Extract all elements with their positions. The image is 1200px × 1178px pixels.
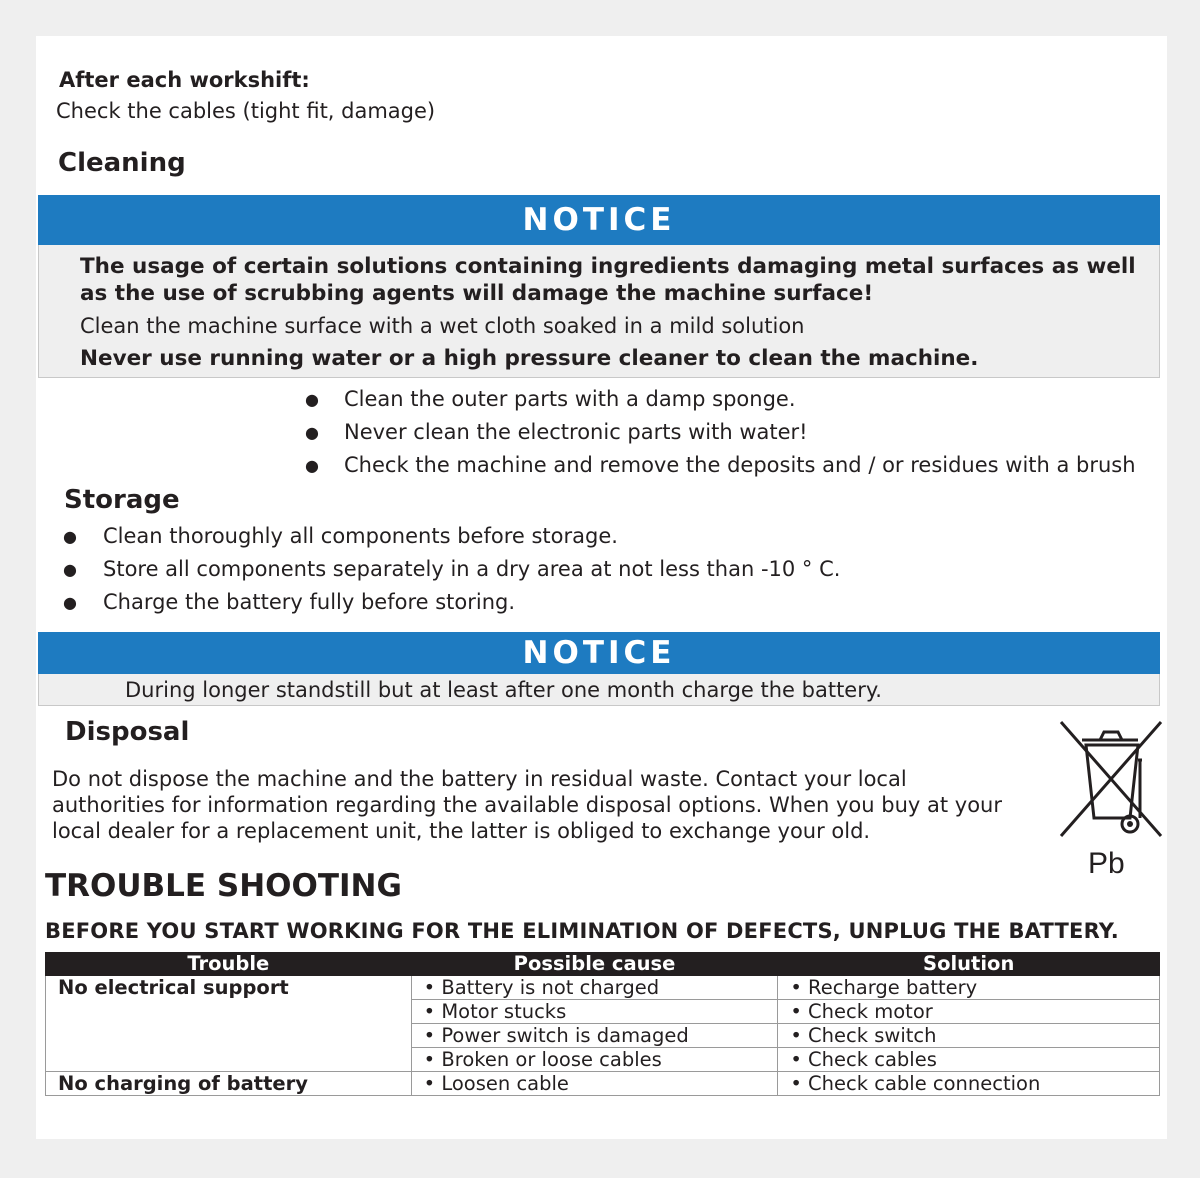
cause-cell: • Broken or loose cables	[411, 1048, 778, 1072]
table-header-row	[46, 953, 1160, 976]
solution-cell: • Check cables	[778, 1048, 1160, 1072]
cause-cell: • Battery is not charged	[411, 976, 778, 1000]
storage-notice-text: During longer standstill but at least after one month charge the battery.	[125, 678, 882, 702]
solution-cell: • Check cable connection	[778, 1072, 1160, 1096]
solution-cell: • Check switch	[778, 1024, 1160, 1048]
cleaning-heading: Cleaning	[58, 148, 186, 178]
bullet-dot-icon: ●	[63, 593, 77, 612]
bullet-dot-icon: ●	[305, 456, 319, 475]
bullet-dot-icon: ●	[63, 560, 77, 579]
storage-heading: Storage	[64, 485, 180, 515]
weee-disposal-symbol	[1058, 718, 1164, 884]
cleaning-bullet-1: Clean the outer parts with a damp sponge.	[344, 387, 796, 411]
column-header-cause: Possible cause	[411, 953, 778, 976]
bullet-dot-icon: ●	[63, 527, 77, 546]
storage-notice-title: NOTICE	[522, 635, 676, 671]
cleaning-never-warning: Never use running water or a high pressure cleaner to clean the machine.	[80, 346, 979, 371]
cause-cell: • Power switch is damaged	[411, 1024, 778, 1048]
storage-notice-header	[38, 632, 1160, 674]
table-row	[46, 976, 1160, 1000]
column-header-solution: Solution	[778, 953, 1160, 976]
solution-cell: • Recharge battery	[778, 976, 1160, 1000]
symbol-label: Pb	[1088, 847, 1125, 880]
bullet-dot-icon: ●	[305, 423, 319, 442]
troubleshooting-title: TROUBLE SHOOTING	[45, 868, 402, 904]
solution-cell: • Check motor	[778, 1000, 1160, 1024]
storage-bullet-2: Store all components separately in a dry area at not less than -10 ° C.	[103, 557, 841, 581]
cleaning-warning-line1: The usage of certain solutions containing ingredients damaging metal surfaces as well	[80, 254, 1136, 279]
cleaning-bullet-2: Never clean the electronic parts with water!	[344, 420, 808, 444]
crossed-out-wheelie-bin-icon	[1058, 718, 1164, 884]
workshift-heading: After each workshift:	[59, 68, 310, 92]
cause-cell: • Motor stucks	[411, 1000, 778, 1024]
column-header-trouble: Trouble	[46, 953, 412, 976]
disposal-line-2: authorities for information regarding the available disposal options. When you buy at your	[52, 793, 1002, 817]
cleaning-instruction: Clean the machine surface with a wet cloth soaked in a mild solution	[80, 314, 805, 338]
cleaning-warning-line2: as the use of scrubbing agents will damage the machine surface!	[80, 281, 874, 306]
troubleshooting-table	[45, 952, 1160, 1096]
trouble-cell: No electrical support	[46, 976, 412, 1072]
storage-bullet-1: Clean thoroughly all components before storage.	[103, 524, 618, 548]
workshift-text: Check the cables (tight fit, damage)	[56, 99, 436, 123]
disposal-line-3: local dealer for a replacement unit, the latter is obliged to exchange your old.	[52, 819, 871, 843]
cleaning-bullet-3: Check the machine and remove the deposits and / or residues with a brush	[344, 453, 1136, 477]
table-row	[46, 1072, 1160, 1096]
storage-bullet-3: Charge the battery fully before storing.	[103, 590, 516, 614]
cause-cell: • Loosen cable	[411, 1072, 778, 1096]
cleaning-notice-title: NOTICE	[522, 202, 676, 238]
bullet-dot-icon: ●	[305, 390, 319, 409]
trouble-cell: No charging of battery	[46, 1072, 412, 1096]
disposal-line-1: Do not dispose the machine and the battery in residual waste. Contact your local	[52, 767, 907, 791]
disposal-heading: Disposal	[65, 717, 190, 747]
troubleshooting-warning: BEFORE YOU START WORKING FOR THE ELIMINATION OF DEFECTS, UNPLUG THE BATTERY.	[45, 919, 1119, 943]
cleaning-notice-header	[38, 195, 1160, 245]
